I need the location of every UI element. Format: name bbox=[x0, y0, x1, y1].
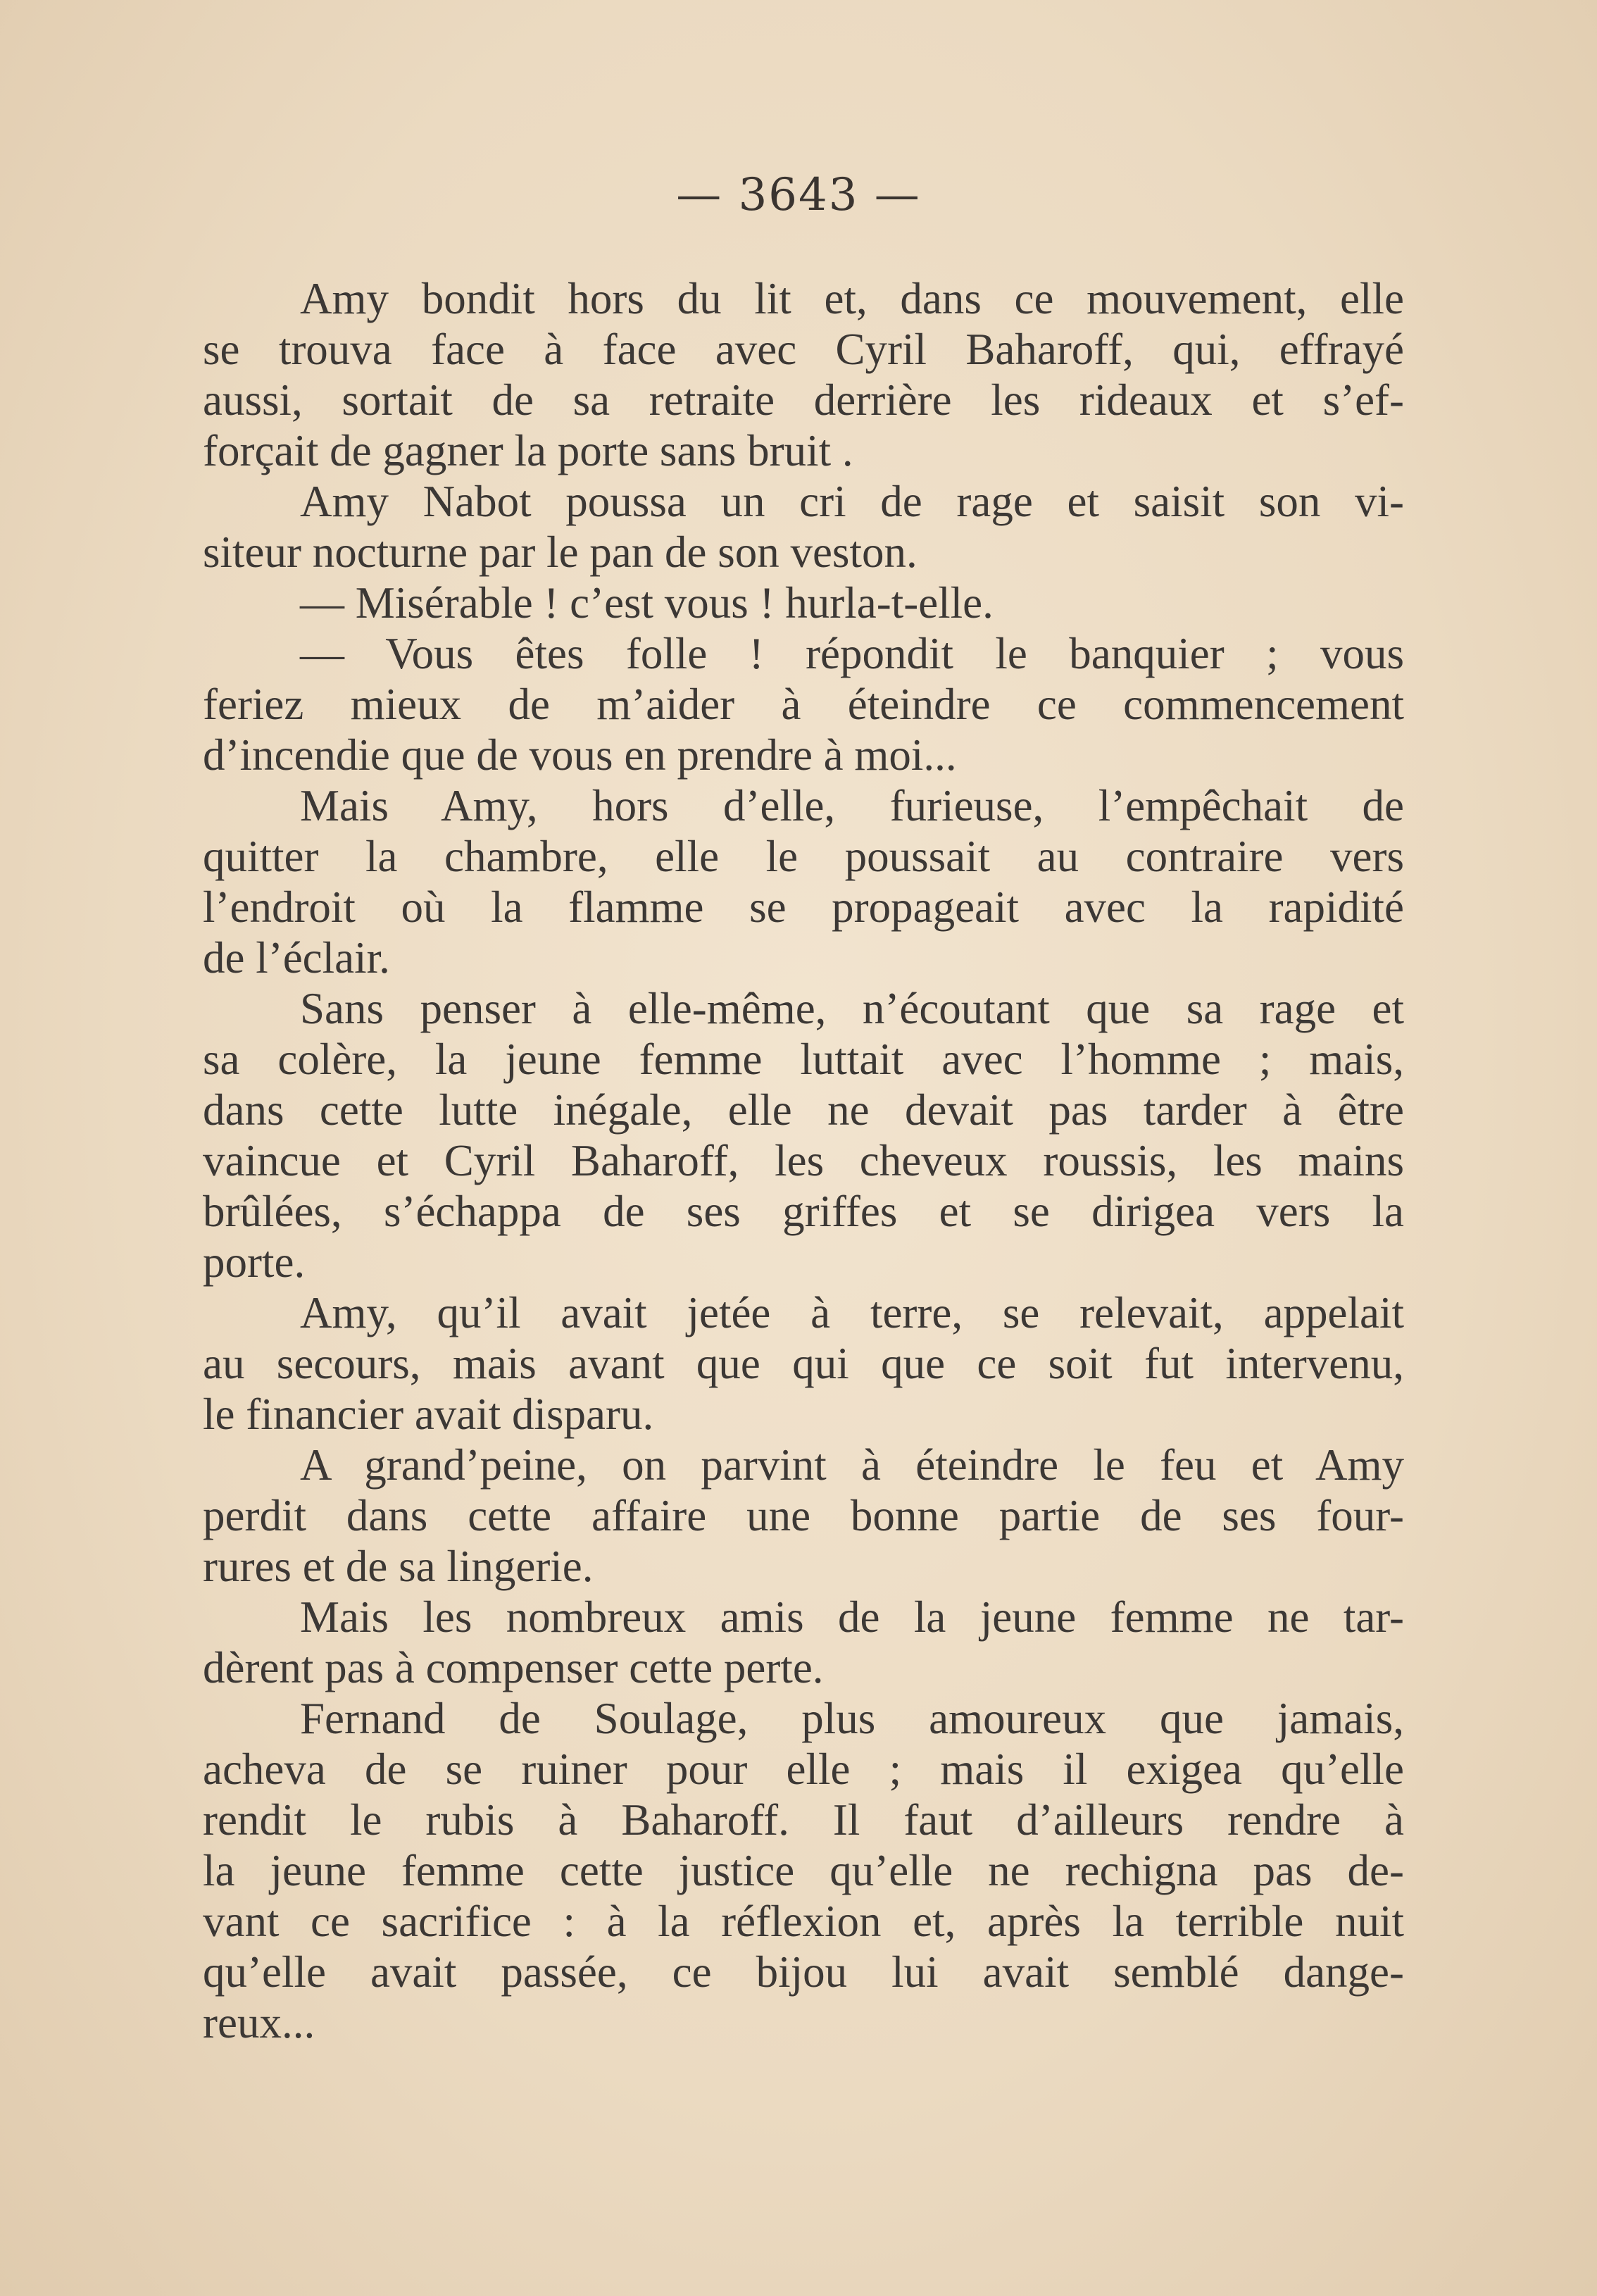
text-line: forçait de gagner la porte sans bruit . bbox=[203, 426, 853, 475]
text-line: porte. bbox=[203, 1237, 306, 1287]
text-line: rendit le rubis à Baharoff. Il faut d’ailleurs rendre à bbox=[203, 1795, 1404, 1845]
text-line: vaincue et Cyril Baharoff, les cheveux roussis, les mains bbox=[203, 1136, 1404, 1185]
text-line: la jeune femme cette justice qu’elle ne rechigna pas de- bbox=[203, 1846, 1404, 1895]
text-line: rures et de sa lingerie. bbox=[203, 1542, 594, 1591]
text-line: Amy Nabot poussa un cri de rage et saisit son vi- bbox=[300, 477, 1404, 526]
text-line: Amy, qu’il avait jetée à terre, se relevait, appelait bbox=[300, 1288, 1404, 1337]
text-line: A grand’peine, on parvint à éteindre le feu et Amy bbox=[300, 1440, 1404, 1490]
text-line: Sans penser à elle-même, n’écoutant que sa rage et bbox=[300, 984, 1404, 1033]
body-text bbox=[203, 273, 1404, 2048]
text-line: — Misérable ! c’est vous ! hurla-t-elle. bbox=[300, 578, 994, 628]
text-line: reux... bbox=[203, 1998, 315, 2047]
text-line: quitter la chambre, elle le poussait au contraire vers bbox=[203, 832, 1404, 881]
text-line: aussi, sortait de sa retraite derrière les rideaux et s’ef- bbox=[203, 375, 1404, 425]
text-line: Mais Amy, hors d’elle, furieuse, l’empêchait de bbox=[300, 781, 1404, 830]
text-line: siteur nocturne par le pan de son veston. bbox=[203, 528, 918, 577]
text-line: Fernand de Soulage, plus amoureux que jamais, bbox=[300, 1694, 1404, 1743]
text-line: d’incendie que de vous en prendre à moi... bbox=[203, 730, 957, 780]
text-line: au secours, mais avant que qui que ce soit fut intervenu, bbox=[203, 1339, 1404, 1388]
text-line: vant ce sacrifice : à la réflexion et, après la terrible nuit bbox=[203, 1897, 1404, 1946]
text-line: feriez mieux de m’aider à éteindre ce commencement bbox=[203, 680, 1404, 729]
text-line: de l’éclair. bbox=[203, 933, 390, 982]
text-line: qu’elle avait passée, ce bijou lui avait semblé dange- bbox=[203, 1947, 1404, 1997]
text-line: se trouva face à face avec Cyril Baharoff, qui, effrayé bbox=[203, 325, 1404, 374]
text-line: perdit dans cette affaire une bonne partie de ses four- bbox=[203, 1491, 1404, 1540]
text-line: le financier avait disparu. bbox=[203, 1390, 654, 1439]
text-line: — Vous êtes folle ! répondit le banquier ; vous bbox=[300, 629, 1404, 678]
text-line: Mais les nombreux amis de la jeune femme ne tar- bbox=[300, 1592, 1404, 1642]
text-line: acheva de se ruiner pour elle ; mais il exigea qu’elle bbox=[203, 1745, 1404, 1794]
text-line: Amy bondit hors du lit et, dans ce mouvement, elle bbox=[300, 274, 1404, 323]
text-line: dèrent pas à compenser cette perte. bbox=[203, 1643, 824, 1692]
text-line: sa colère, la jeune femme luttait avec l’homme ; mais, bbox=[203, 1035, 1404, 1084]
page-number: — 3643 — bbox=[676, 169, 921, 221]
text-line: brûlées, s’échappa de ses griffes et se dirigea vers la bbox=[203, 1187, 1404, 1236]
text-line: dans cette lutte inégale, elle ne devait pas tarder à être bbox=[203, 1085, 1404, 1135]
text-line: l’endroit où la flamme se propageait avec la rapidité bbox=[203, 882, 1404, 932]
